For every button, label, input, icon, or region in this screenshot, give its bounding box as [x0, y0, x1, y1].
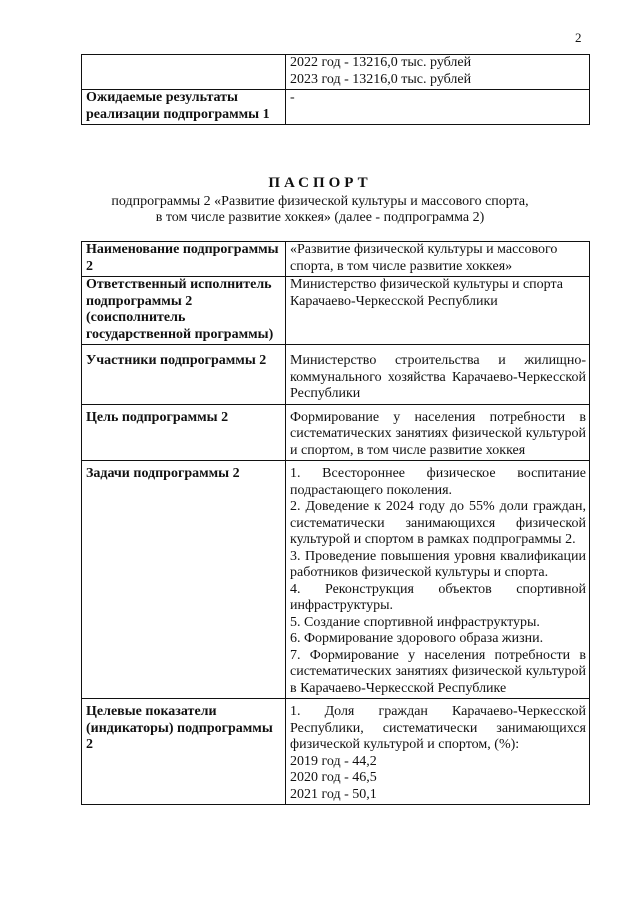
name-label: Наименование подпрограммы 2 — [82, 242, 286, 277]
passport-subtitle-line2: в том числе развитие хоккея» (далее - подпрограмма 2) — [155, 210, 485, 225]
task-item: 2. Доведение к 2024 году до 55% доли граждан, систематически занимающихся физической культурой и спортом в рамках подпрограммы 2. — [290, 499, 586, 547]
finance-line-2022: 2022 год - 13216,0 тыс. рублей — [290, 55, 472, 70]
indicator-year: 2021 год - 50,1 — [290, 786, 377, 802]
page-number: 2 — [575, 30, 582, 45]
goal-label: Цель подпрограммы 2 — [82, 404, 286, 461]
task-item: 6. Формирование здорового образа жизни. — [290, 631, 544, 646]
task-item: 3. Проведение повышения уровня квалификации работников физической культуры и спорта. — [290, 548, 586, 580]
indicator-year: 2020 год - 46,5 — [290, 770, 377, 785]
row-participants — [82, 345, 590, 405]
expected-results-value: - — [286, 90, 590, 125]
indicator-year: 2019 год - 44,2 — [290, 753, 377, 769]
row-indicators — [82, 699, 590, 805]
name-value: «Развитие физической культуры и массового спорта, в том числе развитие хоккея» — [286, 242, 590, 277]
row-goal — [82, 404, 590, 461]
expected-results-row — [82, 90, 590, 125]
tasks-value — [286, 461, 590, 699]
row-executor — [82, 277, 590, 345]
passport-heading — [0, 175, 640, 227]
passport-title: ПАСПОРТ — [268, 175, 372, 191]
executor-value: Министерство физической культуры и спорта Карачаево-Черкесской Республики — [286, 277, 590, 345]
finance-label-cell — [82, 55, 286, 90]
finance-value-cell — [286, 55, 590, 90]
indicators-intro: 1. Доля граждан Карачаево-Черкесской Республики, систематически занимающихся физической культурой и спортом, (%): — [290, 704, 586, 752]
task-item: 1. Всестороннее физическое воспитание подрастающего поколения. — [290, 466, 586, 498]
task-item: 7. Формирование у населения потребности в систематических занятиях физической культурой в Карачаево-Черкесской Республике — [290, 647, 586, 696]
participants-label: Участники подпрограммы 2 — [82, 345, 286, 405]
executor-label: Ответственный исполнитель подпрограммы 2 (соисполнитель государственной программы) — [82, 277, 286, 345]
passport-table — [81, 241, 590, 805]
indicators-value — [286, 699, 590, 805]
participants-value: Министерство строительства и жилищно-коммунального хозяйства Карачаево-Черкесской Республики — [286, 345, 590, 405]
finance-line-2023: 2023 год - 13216,0 тыс. рублей — [290, 71, 472, 87]
task-item: 5. Создание спортивной инфраструктуры. — [290, 614, 540, 630]
goal-value: Формирование у населения потребности в систематических занятиях физической культурой и спортом, в том числе развитие хоккея — [286, 404, 590, 461]
row-tasks — [82, 461, 590, 699]
tasks-label: Задачи подпрограммы 2 — [82, 461, 286, 699]
indicators-label: Целевые показатели (индикаторы) подпрограммы 2 — [82, 699, 286, 805]
continuation-table — [81, 54, 590, 125]
row-name — [82, 242, 590, 277]
passport-subtitle-line1: подпрограммы 2 «Развитие физической культуры и массового спорта, — [111, 193, 529, 209]
finance-row — [82, 55, 590, 90]
task-item: 4. Реконструкция объектов спортивной инфраструктуры. — [290, 581, 586, 613]
expected-results-label: Ожидаемые результаты реализации подпрограммы 1 — [82, 90, 286, 125]
